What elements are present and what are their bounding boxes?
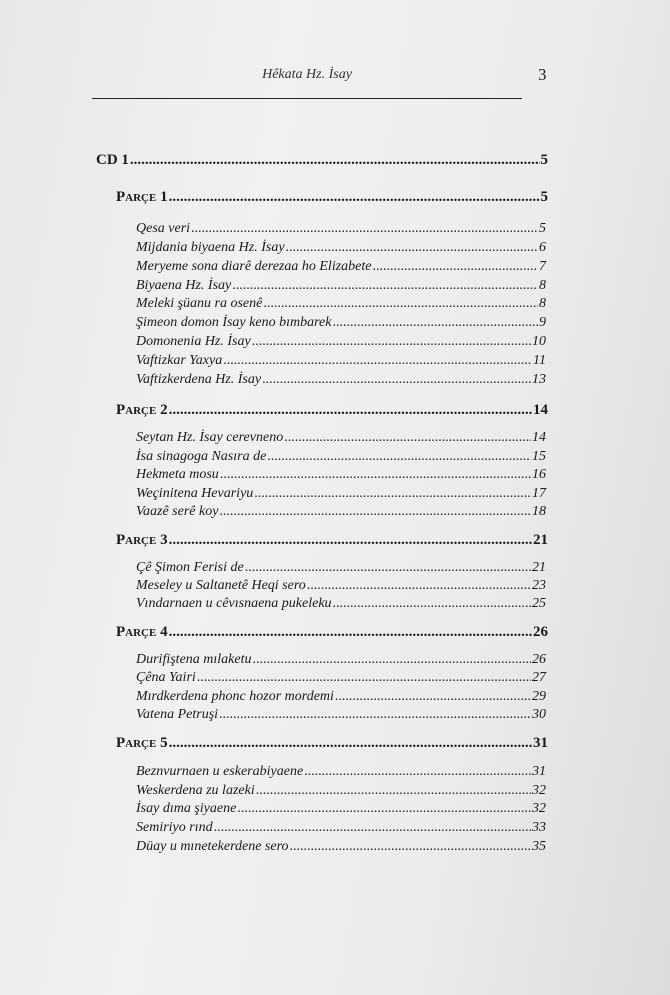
toc-item-title: Çêna Yairi <box>136 670 196 685</box>
dot-leader <box>130 152 540 169</box>
toc-item-title: Hekmeta mosu <box>136 467 219 482</box>
toc-item <box>136 783 546 799</box>
toc-item <box>136 259 546 275</box>
toc-item-title: Qesa veri <box>136 221 191 236</box>
toc-item-title: Mijdania biyaena Hz. İsay <box>136 240 285 255</box>
toc-item-page: 17 <box>532 486 546 501</box>
toc-part-entry <box>116 735 548 752</box>
toc-item <box>136 689 546 705</box>
dot-leader <box>335 689 531 705</box>
dot-leader <box>220 467 531 483</box>
toc-part-page: 5 <box>540 189 548 205</box>
toc-item-title: İsay dıma şiyaene <box>136 801 237 816</box>
toc-item-title: Vaftizkerdena Hz. İsay <box>136 372 262 387</box>
toc-item <box>136 801 546 817</box>
toc-item-title: Biyaena Hz. İsay <box>136 278 232 293</box>
toc-item-page: 29 <box>532 689 546 704</box>
toc-item-page: 32 <box>532 783 546 798</box>
toc-item-page: 5 <box>539 221 546 236</box>
toc-item <box>136 315 546 331</box>
toc-item-title: Vaazê serê koy <box>136 504 219 519</box>
toc-item-page: 35 <box>532 839 546 854</box>
toc-item-page: 13 <box>532 372 546 387</box>
dot-leader <box>284 430 531 446</box>
toc-item <box>136 221 546 237</box>
dot-leader <box>169 189 540 206</box>
toc-item-page: 21 <box>532 560 546 575</box>
toc-item-title: Weskerdena zu lazeki <box>136 783 255 798</box>
toc-item-title: Meryeme sona diarê derezaa ho Elizabete <box>136 259 372 274</box>
dot-leader <box>197 670 531 686</box>
toc-item <box>136 578 546 594</box>
toc-item-title: Beznvurnaen u eskerabiyaene <box>136 764 304 779</box>
toc-item-page: 7 <box>539 259 546 274</box>
dot-leader <box>262 372 531 388</box>
toc-item-title: Weçinitena Hevariyu <box>136 486 254 501</box>
toc-cd-entry <box>96 152 548 169</box>
toc-item-title: Düay u mınetekerdene sero <box>136 839 289 854</box>
toc-part-label: Parçe 1 <box>116 189 168 205</box>
dot-leader <box>252 334 531 350</box>
dot-leader <box>169 624 532 641</box>
toc-cd-label: CD 1 <box>96 152 129 168</box>
dot-leader <box>214 820 531 836</box>
dot-leader <box>256 783 531 799</box>
toc-item-page: 16 <box>532 467 546 482</box>
dot-leader <box>372 259 538 275</box>
dot-leader <box>169 402 532 419</box>
dot-leader <box>263 296 538 312</box>
toc-part-entry <box>116 624 548 641</box>
toc-item <box>136 839 546 855</box>
toc-item-title: Çê Şimon Ferisi de <box>136 560 244 575</box>
toc-part-label: Parçe 4 <box>116 624 168 640</box>
toc-item-page: 6 <box>539 240 546 255</box>
toc-part-page: 31 <box>533 735 548 751</box>
toc-item <box>136 430 546 446</box>
dot-leader <box>169 532 532 549</box>
dot-leader <box>304 764 531 780</box>
dot-leader <box>307 578 531 594</box>
toc-item-page: 8 <box>539 278 546 293</box>
toc-item-page: 31 <box>532 764 546 779</box>
dot-leader <box>286 240 538 256</box>
dot-leader <box>332 315 538 331</box>
dot-leader <box>253 652 532 668</box>
toc-part-page: 26 <box>533 624 548 640</box>
toc-item-page: 8 <box>539 296 546 311</box>
toc-item-page: 30 <box>532 707 546 722</box>
toc-part-label: Parçe 2 <box>116 402 168 418</box>
running-header-title: Hêkata Hz. İsay <box>262 67 352 82</box>
toc-item <box>136 296 546 312</box>
toc-item <box>136 504 546 520</box>
toc-item-page: 10 <box>532 334 546 349</box>
toc-part-page: 21 <box>533 532 548 548</box>
toc-item-title: Vaftizkar Yaxya <box>136 353 223 368</box>
toc-item <box>136 707 546 723</box>
toc-part-entry <box>116 532 548 549</box>
dot-leader <box>191 221 538 237</box>
toc-item <box>136 467 546 483</box>
dot-leader <box>169 735 532 752</box>
toc-part-entry <box>116 189 548 206</box>
toc-item <box>136 820 546 836</box>
toc-item <box>136 449 546 465</box>
toc-part-label: Parçe 3 <box>116 532 168 548</box>
toc-item-page: 15 <box>532 449 546 464</box>
toc-item-title: Meseley u Saltanetê Heqi sero <box>136 578 306 593</box>
toc-item <box>136 353 546 369</box>
toc-part-entry <box>116 402 548 419</box>
toc-item-page: 25 <box>532 596 546 611</box>
toc-item-title: Şimeon domon İsay keno bımbarek <box>136 315 332 330</box>
toc-item-page: 26 <box>532 652 546 667</box>
toc-item-page: 27 <box>532 670 546 685</box>
toc-item <box>136 560 546 576</box>
dot-leader <box>333 596 531 612</box>
toc-item <box>136 334 546 350</box>
dot-leader <box>254 486 531 502</box>
dot-leader <box>290 839 531 855</box>
toc-item <box>136 240 546 256</box>
toc-item-title: Vındarnaen u cêvısnaena pukeleku <box>136 596 332 611</box>
toc-item-title: Seytan Hz. İsay cerevneno <box>136 430 284 445</box>
toc-item-page: 9 <box>539 315 546 330</box>
toc-item <box>136 764 546 780</box>
toc-item-page: 32 <box>532 801 546 816</box>
toc-item-page: 14 <box>532 430 546 445</box>
toc-item-title: Semiriyo rınd <box>136 820 213 835</box>
dot-leader <box>223 353 532 369</box>
toc-item-title: Durifiştena mılaketu <box>136 652 252 667</box>
toc-cd-page: 5 <box>540 152 548 168</box>
toc-item-page: 18 <box>532 504 546 519</box>
toc-item-title: Mırdkerdena phonc hozor mordemi <box>136 689 334 704</box>
toc-item-title: Meleki şüanu ra osenê <box>136 296 263 311</box>
toc-item <box>136 372 546 388</box>
toc-item-page: 23 <box>532 578 546 593</box>
dot-leader <box>219 504 531 520</box>
dot-leader <box>219 707 531 723</box>
page-number: 3 <box>538 65 547 84</box>
dot-leader <box>245 560 531 576</box>
dot-leader <box>232 278 538 294</box>
toc-item <box>136 652 546 668</box>
dot-leader <box>237 801 531 817</box>
toc-item <box>136 486 546 502</box>
toc-part-page: 14 <box>533 402 548 418</box>
toc-item-page: 11 <box>533 353 546 368</box>
toc-item-title: Vatena Petruşi <box>136 707 219 722</box>
toc-item <box>136 670 546 686</box>
toc-item-page: 33 <box>532 820 546 835</box>
running-header <box>92 62 522 99</box>
toc-part-label: Parçe 5 <box>116 735 168 751</box>
toc-item-title: Domonenia Hz. İsay <box>136 334 251 349</box>
toc-item-title: İsa sinagoga Nasıra de <box>136 449 267 464</box>
toc-item <box>136 596 546 612</box>
dot-leader <box>267 449 531 465</box>
toc-item <box>136 278 546 294</box>
